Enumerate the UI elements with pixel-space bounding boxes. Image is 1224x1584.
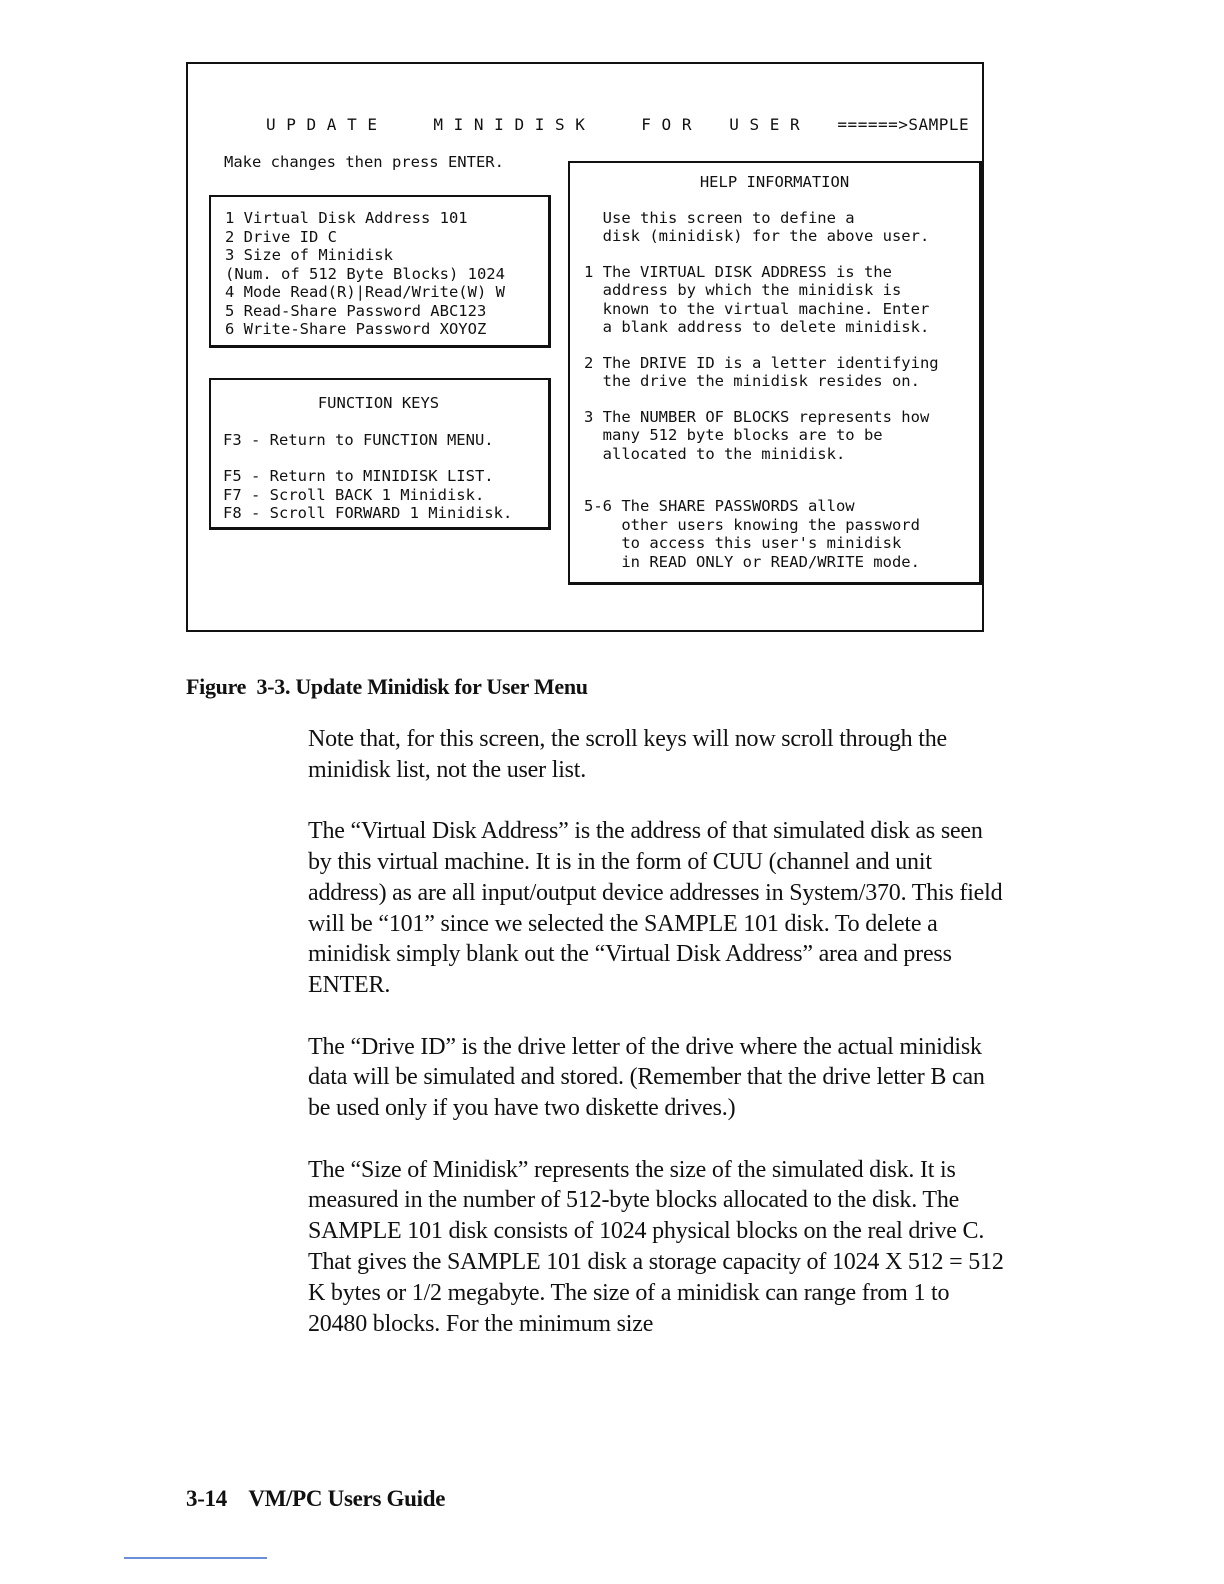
help-item2-line: the drive the minidisk resides on. <box>584 372 920 390</box>
footer-rule <box>124 1557 267 1559</box>
help-item1-line: a blank address to delete minidisk. <box>584 318 930 336</box>
help-panel <box>568 161 982 585</box>
paragraph-drive-id: The “Drive ID” is the drive letter of the drive where the actual minidisk data will be simulated and stored. (Remember that the drive letter B can be used only if you have two diskette drives.) <box>308 1033 985 1122</box>
help-item3-line: allocated to the minidisk. <box>584 444 846 463</box>
help-heading: HELP INFORMATION <box>699 173 850 191</box>
field-mode[interactable]: 4 Mode Read(R)|Read/Write(W) W <box>225 283 505 301</box>
screen-title <box>266 116 969 135</box>
paragraph-size-of-minidisk: The “Size of Minidisk” represents the size of the simulated disk. It is measured in the number of 512-byte blocks allocated to the disk. The SAMPLE 101 disk consists of 1024 physical blocks on the real drive C. That gives the SAMPLE 101 disk a storage capacity of 1024 X 512 = 512 K bytes or 1/2 megabyte. The size of a minidisk can range from 1 to 20480 blocks. For the minimum size <box>308 1156 1004 1337</box>
key-f5[interactable]: F5 - Return to MINIDISK LIST. <box>223 467 494 485</box>
screen-instruction: Make changes then press ENTER. <box>224 153 504 171</box>
help-item1-line: address by which the minidisk is <box>584 281 902 299</box>
fields-panel <box>209 195 551 348</box>
title-word-update: U P D A T E <box>266 115 378 134</box>
title-word-for: F O R <box>641 115 692 134</box>
page-footer: 3-14 VM/PC Users Guide <box>186 1486 446 1511</box>
help-intro-line: disk (minidisk) for the above user. <box>584 227 930 245</box>
help-item56-line: to access this user's minidisk <box>584 534 902 552</box>
title-target-user: ======>SAMPLE <box>837 115 970 134</box>
field-size-blocks[interactable]: (Num. of 512 Byte Blocks) 1024 <box>225 264 505 283</box>
key-f3[interactable]: F3 - Return to FUNCTION MENU. <box>223 430 494 449</box>
function-keys-panel <box>209 378 551 530</box>
field-write-share-password[interactable]: 6 Write-Share Password XOYOZ <box>225 320 487 338</box>
title-word-user: U S E R <box>729 115 801 134</box>
paragraph-virtual-disk-address: The “Virtual Disk Address” is the address of that simulated disk as seen by this virtual machine. It is in the form of CUU (channel and unit address) as are all input/output device addresses in System/370. This field will be “101” since we selected the SAMPLE 101 disk. To delete a minidisk simply blank out the “Virtual Disk Address” area and press ENTER. <box>308 818 1003 999</box>
field-drive-id[interactable]: 2 Drive ID C <box>225 227 337 246</box>
help-item56-line: other users knowing the password <box>584 515 920 534</box>
field-size-label: 3 Size of Minidisk <box>225 246 393 264</box>
figure-caption: Figure 3-3. Update Minidisk for User Menu <box>186 674 588 699</box>
body-text <box>308 724 1008 1370</box>
key-f8[interactable]: F8 - Scroll FORWARD 1 Minidisk. <box>223 504 513 522</box>
help-item1-line: known to the virtual machine. Enter <box>584 299 930 318</box>
function-keys-heading: FUNCTION KEYS <box>317 394 440 412</box>
field-virtual-disk-address[interactable]: 1 Virtual Disk Address 101 <box>225 209 468 227</box>
help-item56-line: in READ ONLY or READ/WRITE mode. <box>584 552 920 571</box>
field-read-share-password[interactable]: 5 Read-Share Password ABC123 <box>225 301 487 320</box>
title-word-minidisk: M I N I D I S K <box>433 115 586 134</box>
help-item1-line: 1 The VIRTUAL DISK ADDRESS is the <box>584 262 892 281</box>
paragraph-scroll-note: Note that, for this screen, the scroll keys will now scroll through the minidisk list, not the user list. <box>308 726 947 783</box>
help-item2-line: 2 The DRIVE ID is a letter identifying <box>584 353 939 372</box>
key-f7[interactable]: F7 - Scroll BACK 1 Minidisk. <box>223 485 485 504</box>
help-item3-line: 3 The NUMBER OF BLOCKS represents how <box>584 407 930 426</box>
help-item3-line: many 512 byte blocks are to be <box>584 426 883 444</box>
help-intro-line: Use this screen to define a <box>584 208 855 227</box>
help-item56-line: 5-6 The SHARE PASSWORDS allow <box>584 497 855 515</box>
